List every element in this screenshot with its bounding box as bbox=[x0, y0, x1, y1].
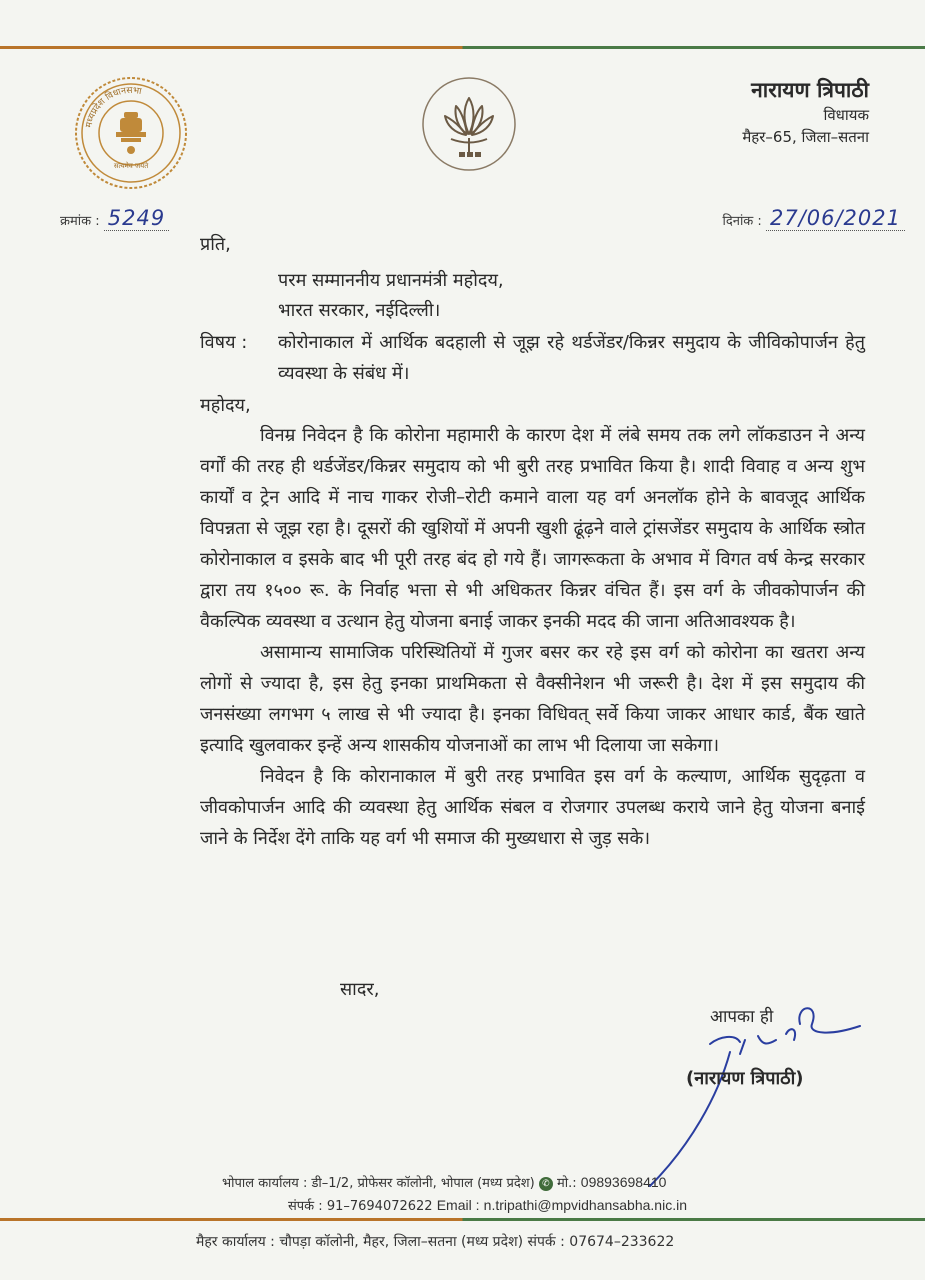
footer-contact bbox=[288, 1196, 687, 1214]
subject-label: विषय : bbox=[200, 332, 248, 353]
recipient-line-1: परम सम्माननीय प्रधानमंत्री महोदय, bbox=[278, 270, 504, 291]
bottom-divider bbox=[0, 1218, 925, 1221]
mobile-label: मो.: bbox=[556, 1176, 577, 1191]
paragraph-2: असामान्य सामाजिक परिस्थितियों में गुजर बसर कर रहे इस वर्ग को कोरोना का खतरा अन्य लोगों से ज्यादा है, इस हेतु इनका प्राथमिकता से वैक्सीनेशन भी जरूरी है। देश में इस समुदाय की जनसंख्या लगभग ५ लाख से भी ज्यादा है। इनका विधिवत् सर्वे किया जाकर आधार कार्ड, बैंक खाते इत्यादि खुलवाकर इन्हें अन्य शासकीय योजनाओं का लाभ भी दिलाया जा सकेगा। bbox=[200, 642, 865, 756]
mla-constituency: मैहर–65, जिला–सतना bbox=[742, 128, 869, 146]
email-label: Email : bbox=[436, 1197, 480, 1213]
assembly-seal-icon bbox=[74, 76, 188, 190]
salutation: महोदय, bbox=[200, 395, 251, 416]
reference-number-value: 5249 bbox=[104, 206, 169, 231]
letter-date bbox=[722, 206, 905, 230]
to-label: प्रति, bbox=[200, 234, 231, 255]
footer-maihar-office: मैहर कार्यालय : चौपड़ा कॉलोनी, मैहर, जिला–सतना (मध्य प्रदेश) संपर्क : 07674–233622 bbox=[196, 1234, 675, 1250]
contact-label: संपर्क : bbox=[288, 1199, 323, 1214]
contact-number: 91–7694072622 bbox=[326, 1199, 433, 1214]
lotus-icon bbox=[421, 76, 517, 172]
paragraph-3: निवेदन है कि कोरानाकाल में बुरी तरह प्रभावित इस वर्ग के कल्याण, आर्थिक सुदृढ़ता व जीवकोपार्जन आदि की व्यवस्था हेतु आर्थिक संबल व रोजगार उपलब्ध कराये जाने हेतु योजना बनाई जाने के निर्देश देंगे ताकि यह वर्ग भी समाज की मुख्यधारा से जुड़ सके। bbox=[200, 766, 865, 849]
footer-bhopal-office bbox=[222, 1173, 666, 1191]
mla-designation: विधायक bbox=[823, 106, 869, 124]
signatory-name: (नारायण त्रिपाठी) bbox=[686, 1068, 804, 1089]
subject-text: कोरोनाकाल में आर्थिक बदहाली से जूझ रहे थर्डजेंडर/किन्नर समुदाय के जीविकोपार्जन हेतु व्यवस्था के संबंध में। bbox=[278, 332, 865, 384]
signature-icon bbox=[590, 996, 880, 1196]
reference-number-label: क्रमांक : bbox=[60, 214, 100, 229]
email-address: n.tripathi@mpvidhansabha.nic.in bbox=[483, 1197, 687, 1213]
svg-text:सत्यमेव जयते: सत्यमेव जयते bbox=[113, 162, 149, 170]
closing: सादर, bbox=[340, 979, 380, 1000]
whatsapp-icon: ✆ bbox=[539, 1177, 553, 1191]
paragraph-1: विनम्र निवेदन है कि कोरोना महामारी के कारण देश में लंबे समय तक लगे लॉकडाउन ने अन्य वर्गों की तरह ही थर्डजेंडर/किन्नर समुदाय को भी बुरी तरह प्रभावित किया है। शादी विवाह व अन्य शुभ कार्यों व ट्रेन आदि में नाच गाकर रोजी–रोटी कमाने वाला यह वर्ग अनलॉक होने के बावजूद आर्थिक विपन्नता से जूझ रहा है। दूसरों की खुशियों में अपनी खुशी ढूंढ़ने वाले ट्रांसजेंडर समुदाय के आर्थिक स्त्रोत कोरोनाकाल व इसके बाद भी पूरी तरह बंद हो गये हैं। जागरूकता के अभाव में विगत वर्ष केन्द्र सरकार द्वारा तय १५०० रू. के निर्वाह भत्ता से भी अधिकतर किन्नर वंचित हैं। इस वर्ग के जीवकोपार्जन की वैकल्पिक व्यवस्था व उत्थान हेतु योजना बनाई जाकर इनकी मदद की जाना अतिआवश्यक है। bbox=[200, 425, 865, 632]
letter-date-label: दिनांक : bbox=[722, 214, 762, 229]
letter-date-value: 27/06/2021 bbox=[766, 206, 905, 231]
subject bbox=[200, 327, 865, 389]
reference-number bbox=[60, 206, 169, 230]
mobile-number: 09893698410 bbox=[580, 1174, 667, 1190]
top-divider bbox=[0, 46, 925, 49]
letter-body bbox=[200, 420, 865, 854]
yours-text: आपका ही bbox=[710, 1007, 774, 1027]
bhopal-office-address: भोपाल कार्यालय : डी–1/2, प्रोफेसर कॉलोनी, भोपाल (मध्य प्रदेश) bbox=[222, 1176, 535, 1191]
mla-name: नारायण त्रिपाठी bbox=[751, 78, 869, 102]
letterhead bbox=[742, 76, 869, 148]
svg-text:मध्यप्रदेश विधानसभा: मध्यप्रदेश विधानसभा bbox=[84, 85, 143, 129]
recipient-line-2: भारत सरकार, नईदिल्ली। bbox=[278, 300, 441, 321]
